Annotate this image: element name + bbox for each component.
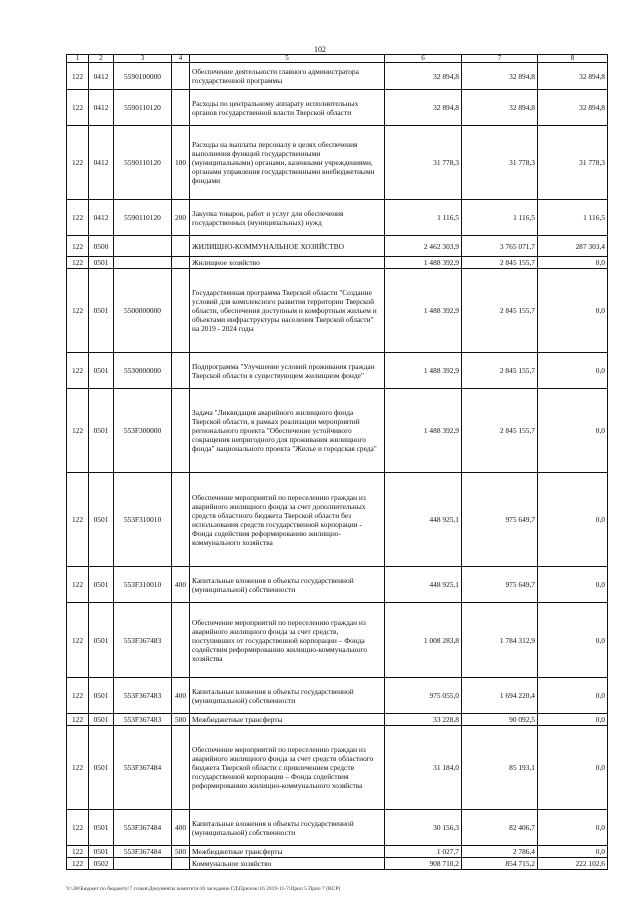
cell-description: Обеспечение деятельности главного администратора государственной программы <box>190 63 385 90</box>
cell-target-article: 553F367484 <box>114 846 172 858</box>
cell-amount-2020: 2 786,4 <box>462 846 538 858</box>
cell-amount-2021: 0,0 <box>538 269 608 353</box>
cell-expense-type <box>172 473 190 567</box>
cell-admin-code: 122 <box>67 257 89 269</box>
cell-description: Расходы по центральному аппарату исполнительных органов государственной власти Тверской области <box>190 90 385 126</box>
cell-amount-2021: 287 303,4 <box>538 236 608 257</box>
cell-amount-2021: 0,0 <box>538 473 608 567</box>
cell-amount-2021: 0,0 <box>538 257 608 269</box>
header-col-8: 8 <box>538 55 608 63</box>
header-col-3: 3 <box>114 55 172 63</box>
cell-amount-2020: 975 649,7 <box>462 567 538 603</box>
cell-amount-2020: 2 845 155,7 <box>462 257 538 269</box>
cell-expense-type: 200 <box>172 200 190 236</box>
cell-amount-2021: 0,0 <box>538 603 608 678</box>
budget-table <box>66 54 608 870</box>
cell-amount-2020: 2 845 155,7 <box>462 353 538 389</box>
cell-amount-2019: 908 710,2 <box>385 858 462 870</box>
cell-description: Обеспечение мероприятий по переселению граждан из аварийного жилищного фонда за счет средств областного бюджета Тверской области с привлечением средств государственной корпорации – Фонда содействия реформированию жилищно-коммунального хозяйства <box>190 726 385 810</box>
cell-amount-2019: 2 462 303,9 <box>385 236 462 257</box>
cell-target-article: 5590110120 <box>114 200 172 236</box>
table-row <box>67 126 608 200</box>
cell-section-code: 0501 <box>89 714 114 726</box>
cell-amount-2020: 82 406,7 <box>462 810 538 846</box>
cell-amount-2019: 1 488 392,9 <box>385 389 462 473</box>
cell-expense-type <box>172 236 190 257</box>
table-row <box>67 567 608 603</box>
cell-admin-code: 122 <box>67 63 89 90</box>
cell-description: Капитальные вложения в объекты государственной (муниципальной) собственности <box>190 810 385 846</box>
table-row <box>67 678 608 714</box>
cell-expense-type <box>172 858 190 870</box>
cell-amount-2020: 31 778,3 <box>462 126 538 200</box>
cell-admin-code: 122 <box>67 200 89 236</box>
cell-admin-code: 122 <box>67 567 89 603</box>
cell-target-article: 5500000000 <box>114 269 172 353</box>
cell-amount-2020: 32 894,8 <box>462 90 538 126</box>
cell-section-code: 0501 <box>89 473 114 567</box>
cell-amount-2020: 975 649,7 <box>462 473 538 567</box>
header-col-7: 7 <box>462 55 538 63</box>
cell-amount-2019: 1 488 392,9 <box>385 353 462 389</box>
table-row <box>67 603 608 678</box>
cell-amount-2019: 1 027,7 <box>385 846 462 858</box>
cell-section-code: 0412 <box>89 126 114 200</box>
cell-amount-2019: 30 156,3 <box>385 810 462 846</box>
cell-description: Расходы на выплаты персоналу в целях обеспечения выполнения функций государственными (муниципальными) органами, казенными учреждениями, органами управления государственными внебюджетными фондами <box>190 126 385 200</box>
cell-admin-code: 122 <box>67 126 89 200</box>
table-row <box>67 473 608 567</box>
cell-section-code: 0501 <box>89 810 114 846</box>
cell-target-article: 553F300000 <box>114 389 172 473</box>
cell-section-code: 0501 <box>89 846 114 858</box>
table-row <box>67 726 608 810</box>
file-path-footer: Y:\Э8\Бюджет по бюджету\7 созыв\Документы комитета\16 заседание ГД\Прилож\16 2019-11-7\Прил 5 Прил 7 (ВСР) <box>66 886 341 892</box>
cell-target-article: 553F367483 <box>114 714 172 726</box>
cell-amount-2019: 975 055,0 <box>385 678 462 714</box>
cell-target-article: 553F310010 <box>114 473 172 567</box>
cell-amount-2021: 1 116,5 <box>538 200 608 236</box>
cell-expense-type <box>172 726 190 810</box>
cell-admin-code: 122 <box>67 846 89 858</box>
cell-amount-2021: 0,0 <box>538 714 608 726</box>
cell-target-article: 553F367483 <box>114 678 172 714</box>
cell-amount-2021: 0,0 <box>538 567 608 603</box>
cell-expense-type <box>172 389 190 473</box>
table-row <box>67 353 608 389</box>
cell-expense-type: 400 <box>172 810 190 846</box>
cell-admin-code: 122 <box>67 236 89 257</box>
table-row <box>67 389 608 473</box>
cell-description: Капитальные вложения в объекты государственной (муниципальной) собственности <box>190 567 385 603</box>
cell-description: Жилищное хозяйство <box>190 257 385 269</box>
cell-expense-type <box>172 269 190 353</box>
cell-amount-2021: 0,0 <box>538 389 608 473</box>
cell-expense-type: 500 <box>172 846 190 858</box>
cell-amount-2019: 1 008 283,8 <box>385 603 462 678</box>
cell-amount-2021: 31 778,3 <box>538 126 608 200</box>
page-number: 102 <box>314 45 326 54</box>
cell-admin-code: 122 <box>67 858 89 870</box>
cell-amount-2019: 1 116,5 <box>385 200 462 236</box>
table-row <box>67 810 608 846</box>
cell-amount-2019: 448 925,1 <box>385 473 462 567</box>
cell-expense-type <box>172 257 190 269</box>
cell-section-code: 0500 <box>89 236 114 257</box>
cell-amount-2021: 0,0 <box>538 353 608 389</box>
cell-description: Обеспечение мероприятий по переселению граждан из аварийного жилищного фонда за счет средств, поступивших от государственной корпорации – Фонда содействия реформированию жилищно-коммунального хозяйства <box>190 603 385 678</box>
cell-amount-2021: 0,0 <box>538 726 608 810</box>
cell-amount-2019: 32 894,8 <box>385 63 462 90</box>
cell-amount-2020: 2 845 155,7 <box>462 389 538 473</box>
cell-amount-2020: 90 092,5 <box>462 714 538 726</box>
cell-expense-type <box>172 90 190 126</box>
cell-amount-2021: 222 102,6 <box>538 858 608 870</box>
table-header <box>67 55 608 63</box>
cell-amount-2020: 1 784 312,9 <box>462 603 538 678</box>
cell-target-article: 553F310010 <box>114 567 172 603</box>
cell-amount-2020: 32 894,8 <box>462 63 538 90</box>
cell-amount-2019: 448 925,1 <box>385 567 462 603</box>
cell-section-code: 0501 <box>89 678 114 714</box>
cell-description: Государственная программа Тверской области "Создание условий для комплексного развития территории Тверской области, обеспечения доступным и комфортным жильем и объектами инфраструктуры населения Тверской области" на 2019 - 2024 годы <box>190 269 385 353</box>
table-row <box>67 236 608 257</box>
header-col-4: 4 <box>172 55 190 63</box>
cell-amount-2020: 3 765 071,7 <box>462 236 538 257</box>
cell-admin-code: 122 <box>67 269 89 353</box>
cell-amount-2020: 854 715,2 <box>462 858 538 870</box>
cell-description: Обеспечение мероприятий по переселению граждан из аварийного жилищного фонда за счет дополнительных средств областного бюджета Тверской области без использования средств государственной корпорации - Фонда содействия реформированию жилищно-коммунального хозяйства <box>190 473 385 567</box>
cell-admin-code: 122 <box>67 90 89 126</box>
cell-amount-2020: 85 193,1 <box>462 726 538 810</box>
cell-description: Закупка товаров, работ и услуг для обеспечения государственных (муниципальных) нужд <box>190 200 385 236</box>
cell-section-code: 0502 <box>89 858 114 870</box>
cell-target-article: 553F367483 <box>114 603 172 678</box>
header-col-1: 1 <box>67 55 89 63</box>
cell-amount-2019: 33 228,8 <box>385 714 462 726</box>
cell-section-code: 0501 <box>89 269 114 353</box>
table-body <box>67 63 608 870</box>
header-col-2: 2 <box>89 55 114 63</box>
cell-amount-2020: 1 116,5 <box>462 200 538 236</box>
cell-amount-2021: 0,0 <box>538 846 608 858</box>
cell-expense-type <box>172 63 190 90</box>
header-col-5: 5 <box>190 55 385 63</box>
cell-section-code: 0412 <box>89 90 114 126</box>
cell-description: Коммунальное хозяйство <box>190 858 385 870</box>
cell-admin-code: 122 <box>67 473 89 567</box>
cell-section-code: 0501 <box>89 389 114 473</box>
cell-target-article: 5590110120 <box>114 126 172 200</box>
cell-amount-2021: 0,0 <box>538 810 608 846</box>
table-row <box>67 858 608 870</box>
cell-expense-type: 100 <box>172 126 190 200</box>
cell-admin-code: 122 <box>67 678 89 714</box>
cell-section-code: 0501 <box>89 567 114 603</box>
table-row <box>67 257 608 269</box>
cell-amount-2021: 32 894,8 <box>538 90 608 126</box>
cell-admin-code: 122 <box>67 353 89 389</box>
cell-amount-2021: 32 894,8 <box>538 63 608 90</box>
table-row <box>67 63 608 90</box>
cell-expense-type: 400 <box>172 678 190 714</box>
cell-amount-2021: 0,0 <box>538 678 608 714</box>
cell-section-code: 0501 <box>89 353 114 389</box>
cell-description: Капитальные вложения в объекты государственной (муниципальной) собственности <box>190 678 385 714</box>
cell-section-code: 0412 <box>89 200 114 236</box>
cell-admin-code: 122 <box>67 726 89 810</box>
cell-amount-2019: 1 488 392,9 <box>385 269 462 353</box>
table-row <box>67 269 608 353</box>
cell-target-article: 5590110120 <box>114 90 172 126</box>
cell-target-article <box>114 236 172 257</box>
table-row <box>67 714 608 726</box>
table-row <box>67 90 608 126</box>
cell-expense-type: 500 <box>172 714 190 726</box>
cell-amount-2020: 1 694 220,4 <box>462 678 538 714</box>
cell-amount-2020: 2 845 155,7 <box>462 269 538 353</box>
cell-target-article <box>114 257 172 269</box>
cell-description: Подпрограмма "Улучшение условий проживания граждан Тверской области в существующем жилищном фонде" <box>190 353 385 389</box>
cell-expense-type: 400 <box>172 567 190 603</box>
table-row <box>67 846 608 858</box>
cell-target-article <box>114 858 172 870</box>
cell-target-article: 553F367484 <box>114 726 172 810</box>
table-row <box>67 200 608 236</box>
cell-amount-2019: 31 778,3 <box>385 126 462 200</box>
cell-target-article: 5530000000 <box>114 353 172 389</box>
cell-admin-code: 122 <box>67 714 89 726</box>
cell-section-code: 0501 <box>89 257 114 269</box>
cell-section-code: 0412 <box>89 63 114 90</box>
cell-description: Задача "Ликвидация аварийного жилищного фонда Тверской области, в рамках реализации мероприятий регионального проекта "Обеспечение устойчивого сокращения непригодного для проживания жилищного фонда" национального проекта "Жилье и городская среда" <box>190 389 385 473</box>
cell-expense-type <box>172 353 190 389</box>
cell-target-article: 553F367484 <box>114 810 172 846</box>
cell-amount-2019: 32 894,8 <box>385 90 462 126</box>
cell-description: ЖИЛИЩНО-КОММУНАЛЬНОЕ ХОЗЯЙСТВО <box>190 236 385 257</box>
cell-expense-type <box>172 603 190 678</box>
cell-admin-code: 122 <box>67 389 89 473</box>
cell-amount-2019: 31 184,0 <box>385 726 462 810</box>
cell-description: Межбюджетные трансферты <box>190 714 385 726</box>
cell-section-code: 0501 <box>89 726 114 810</box>
header-col-6: 6 <box>385 55 462 63</box>
cell-target-article: 5590100000 <box>114 63 172 90</box>
cell-section-code: 0501 <box>89 603 114 678</box>
cell-admin-code: 122 <box>67 810 89 846</box>
cell-admin-code: 122 <box>67 603 89 678</box>
cell-description: Межбюджетные трансферты <box>190 846 385 858</box>
cell-amount-2019: 1 488 392,9 <box>385 257 462 269</box>
